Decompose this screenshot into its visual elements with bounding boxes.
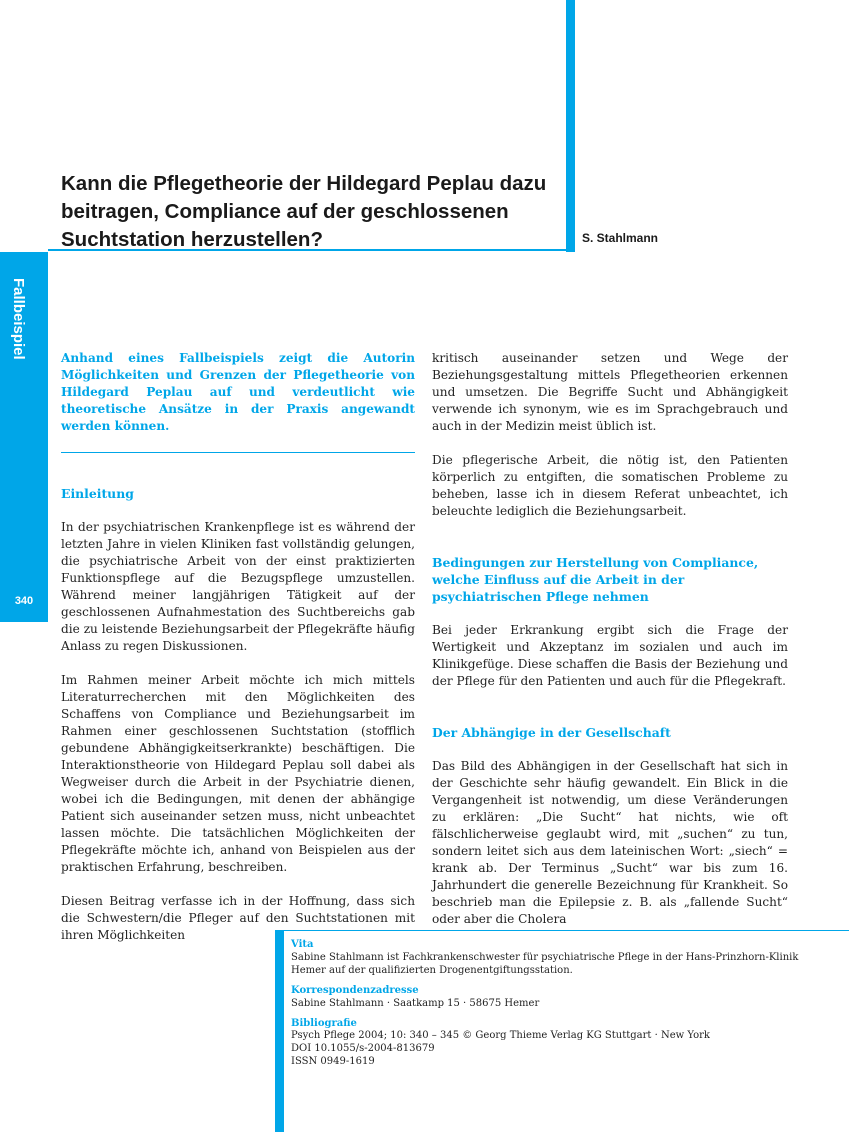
heading-compliance: Bedingungen zur Herstellung von Compliance, welche Einfluss auf die Arbeit in der psychiatrischen Pflege nehmen	[432, 555, 759, 604]
page-number: 340	[14, 595, 34, 607]
heading-gesellschaft: Der Abhängige in der Gesellschaft	[432, 725, 671, 740]
body-paragraph: Das Bild des Abhängigen in der Gesellschaft hat sich in der Geschichte sehr häufig gewandelt. Ein Blick in die Vergangenheit ist notwendig, um diese Veränderungen zu erklären: „Die Sucht“ hat nichts, wie oft fälschlicherweise geglaubt wird, mit „suchen“ zu tun, sondern leitet sich aus dem lateinischen Wort: „siech“ = krank ab. Der Terminus „Sucht“ war bis zum 16. Jahrhundert die generelle Bezeichnung für Krankheit. So beschrieb man die Epilepsie z. B. als „fallende Sucht“ oder aber die Cholera	[432, 759, 788, 926]
section-label: Fallbeispiel	[10, 278, 27, 360]
info-box-top-rule	[284, 930, 849, 931]
left-column	[61, 350, 415, 944]
right-column	[432, 350, 788, 928]
body-paragraph: Bei jeder Erkrankung ergibt sich die Frage der Wertigkeit und Akzeptanz im sozialen und auch im Klinikgefüge. Diese schaffen die Basis der Beziehung und der Pflege für den Patienten und auch für die Pflegekraft.	[432, 623, 788, 688]
header-accent-bar	[566, 0, 575, 252]
doi-line: DOI 10.1055/s-2004-813679	[291, 1043, 435, 1055]
vita-heading: Vita	[291, 939, 314, 950]
body-paragraph: Im Rahmen meiner Arbeit möchte ich mich mittels Literaturrecherchen mit den Möglichkeiten des Schaffens von Compliance und Beziehungsarbeit im Rahmen einer geschlossenen Suchtstation (stofflich gebundene Abhängigkeitserkrankte) beschäftigen. Die Interaktionstheorie von Hildegard Peplau soll dabei als Wegweiser durch die Arbeit in der Psychiatrie dienen, wobei ich die Bedingungen, mit denen der abhängige Patient sich auseinander setzen muss, nicht unbeachtet lassen möchte. Die tatsächlichen Möglichkeiten der Pflegekräfte möchte ich, anhand von Beispielen aus der praktischen Erfahrung, beschreiben.	[61, 673, 415, 874]
lead-paragraph: Anhand eines Fallbeispiels zeigt die Autorin Möglichkeiten und Grenzen der Pflegetheorie von Hildegard Peplau auf und verdeutlicht wie theoretische Ansätze in der Praxis angewandt werden können.	[61, 351, 415, 433]
vita-text: Sabine Stahlmann ist Fachkrankenschwester für psychiatrische Pflege in der Hans-Prinzhorn-Klinik Hemer auf der qualifizierten Drogenentgiftungsstation.	[291, 951, 799, 976]
correspondence-text: Sabine Stahlmann · Saatkamp 15 · 58675 Hemer	[291, 997, 540, 1009]
issn-line: ISSN 0949-1619	[291, 1056, 375, 1068]
body-paragraph: In der psychiatrischen Krankenpflege ist es während der letzten Jahre in vielen Kliniken fast vollständig gelungen, die psychiatrische Arbeit von der einst praktizierten Funktionspflege auf die Bezugspflege umzustellen. Während meiner langjährigen Tätigkeit auf der geschlossenen Aufnahmestation des Suchtbereichs gab die zu leistende Beziehungsarbeit der Pflegekräfte häufig Anlass zu regen Diskussionen.	[61, 520, 415, 653]
info-box-accent-bar	[275, 930, 284, 1132]
author-name: S. Stahlmann	[582, 231, 659, 245]
body-paragraph: kritisch auseinander setzen und Wege der Beziehungsgestaltung mittels Pflegetheorien erkennen und umsetzen. Die Begriffe Sucht und Abhängigkeit verwende ich synonym, wie es im Sprachgebrauch und auch in der Medizin meist üblich ist.	[432, 351, 788, 433]
article-title: Kann die Pflegetheorie der Hildegard Peplau dazu beitragen, Compliance auf der geschlossenen Suchtstation herzustellen?	[61, 172, 547, 251]
heading-einleitung: Einleitung	[61, 486, 134, 501]
bibliography-heading: Bibliografie	[291, 1017, 357, 1029]
lead-divider	[61, 452, 415, 453]
correspondence-heading: Korrespondenzadresse	[291, 984, 419, 996]
info-box	[291, 939, 821, 1069]
body-paragraph: Die pflegerische Arbeit, die nötig ist, den Patienten körperlich zu entgiften, die somatischen Probleme zu beheben, lasse ich in diesem Referat unbeachtet, ich beleuchte lediglich die Beziehungsarbeit.	[432, 453, 788, 518]
body-paragraph: Diesen Beitrag verfasse ich in der Hoffnung, dass sich die Schwestern/die Pfleger auf den Suchtstationen mit ihren Möglichkeiten	[61, 894, 415, 942]
bibliography-line: Psych Pflege 2004; 10: 340 – 345 © Georg Thieme Verlag KG Stuttgart · New York	[291, 1030, 710, 1042]
